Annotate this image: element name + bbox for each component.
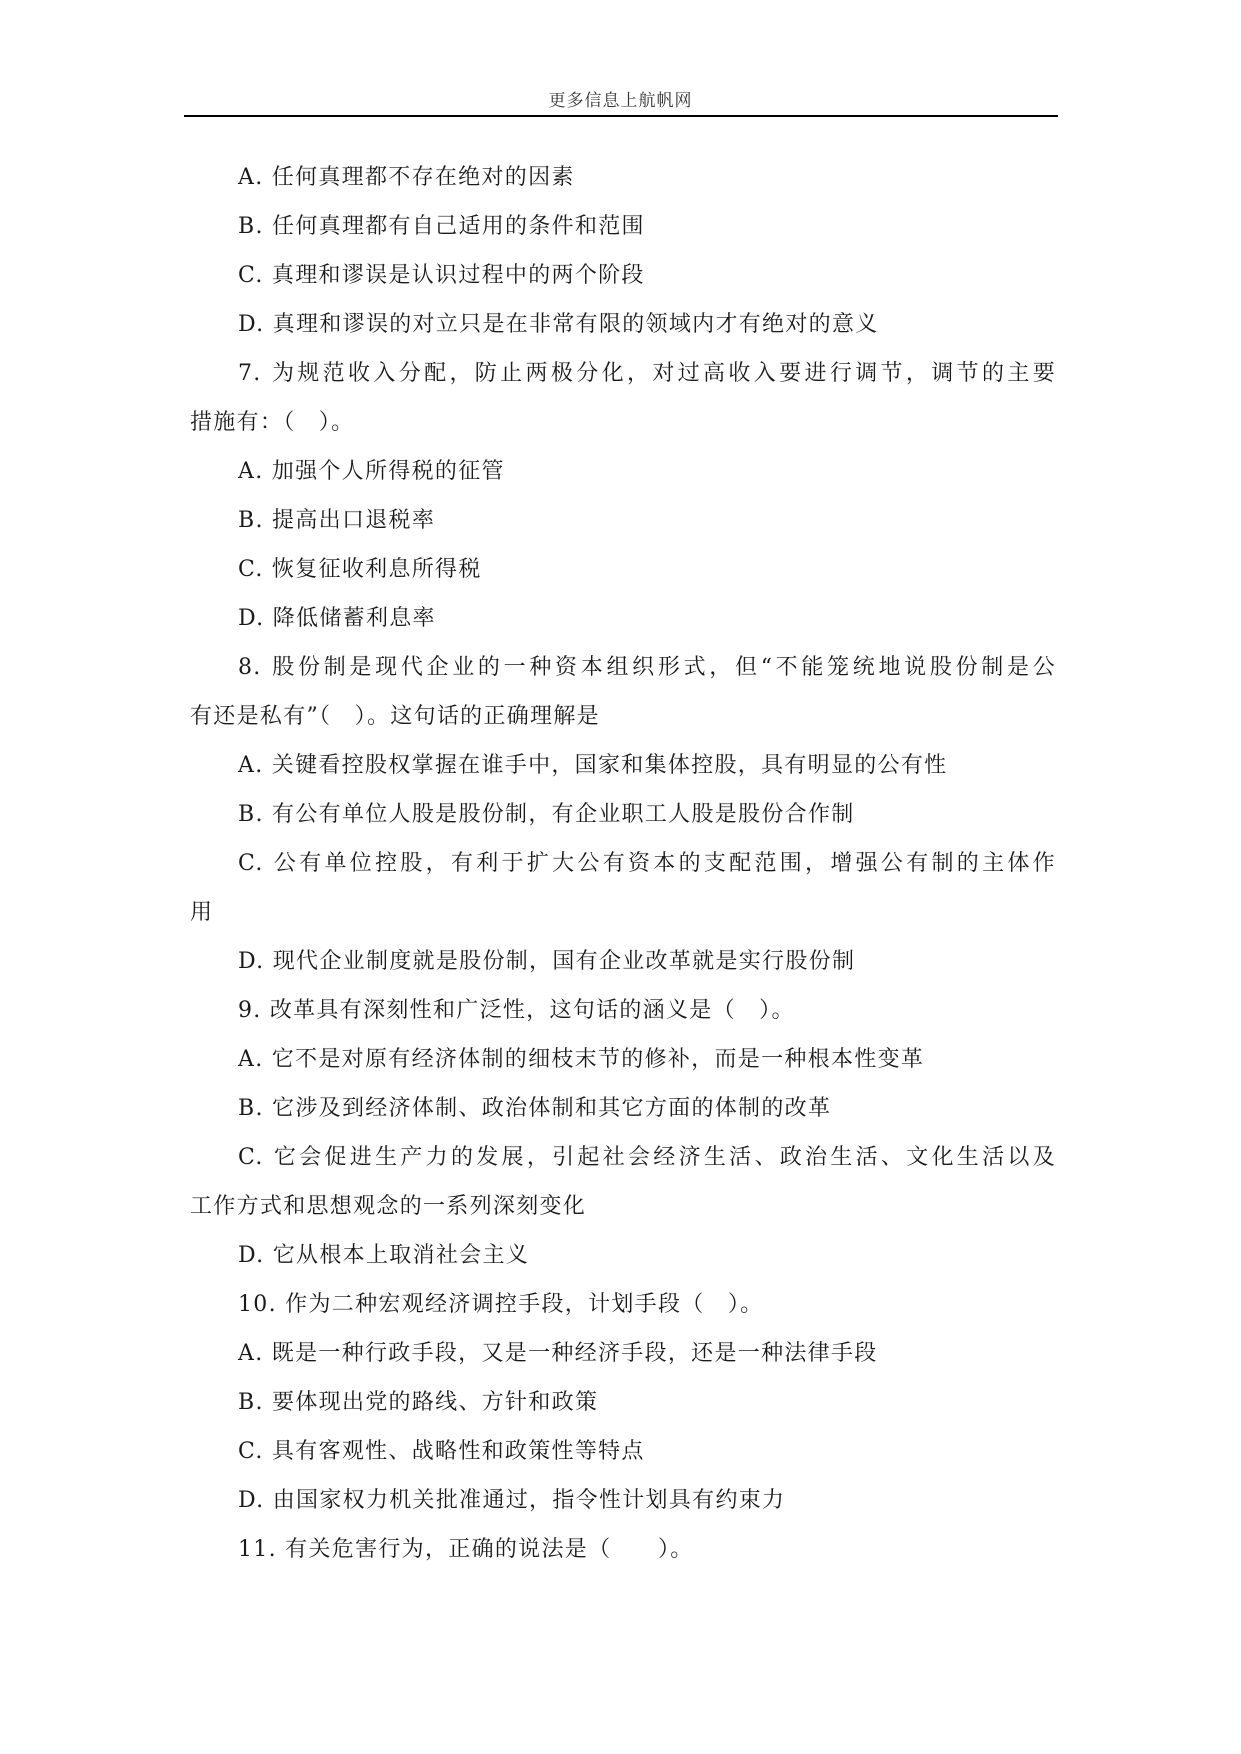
text-line: D. 现代企业制度就是股份制，国有企业改革就是实行股份制 bbox=[238, 949, 856, 974]
question-11-line: 11. 有关危害行为，正确的说法是（ ）。 bbox=[238, 1537, 694, 1562]
text-line: C. 恢复征收利息所得税 bbox=[238, 557, 482, 582]
header-rule bbox=[184, 115, 1058, 117]
question-7-line-2: 措施有：（ ）。 bbox=[190, 410, 355, 435]
text-line: B. 提高出口退税率 bbox=[238, 508, 436, 533]
text-line: C. 具有客观性、战略性和政策性等特点 bbox=[238, 1439, 645, 1464]
text-line: A. 它不是对原有经济体制的细枝末节的修补，而是一种根本性变革 bbox=[238, 1047, 925, 1072]
page-header: 更多信息上航帆网 bbox=[548, 91, 693, 111]
text-line: A. 既是一种行政手段，又是一种经济手段，还是一种法律手段 bbox=[238, 1341, 878, 1366]
text-line: B. 要体现出党的路线、方针和政策 bbox=[238, 1390, 599, 1415]
text-line: C. 真理和谬误是认识过程中的两个阶段 bbox=[238, 263, 645, 288]
question-9-line: 9. 改革具有深刻性和广泛性，这句话的涵义是（ ）。 bbox=[238, 998, 795, 1023]
text-line: 用 bbox=[190, 900, 214, 925]
text-line: D. 真理和谬误的对立只是在非常有限的领域内才有绝对的意义 bbox=[238, 312, 879, 337]
question-8-line-2: 有还是私有”（ ）。这句话的正确理解是 bbox=[190, 704, 600, 729]
text-line: C. 它会促进生产力的发展，引起社会经济生活、政治生活、文化生活以及 bbox=[238, 1145, 1056, 1170]
text-line: 工作方式和思想观念的一系列深刻变化 bbox=[190, 1194, 587, 1219]
text-line: C. 公有单位控股，有利于扩大公有资本的支配范围，增强公有制的主体作 bbox=[238, 851, 1056, 876]
text-line: D. 由国家权力机关批准通过，指令性计划具有约束力 bbox=[238, 1488, 786, 1513]
text-line: D. 降低储蓄利息率 bbox=[238, 606, 436, 631]
text-line: B. 任何真理都有自己适用的条件和范围 bbox=[238, 214, 645, 239]
question-10-line: 10. 作为二种宏观经济调控手段，计划手段（ ）。 bbox=[238, 1292, 764, 1317]
text-line: A. 加强个人所得税的征管 bbox=[238, 459, 505, 484]
text-line: B. 有公有单位人股是股份制，有企业职工人股是股份合作制 bbox=[238, 802, 855, 827]
question-7-line-1: 7. 为规范收入分配，防止两极分化，对过高收入要进行调节，调节的主要 bbox=[238, 361, 1056, 386]
document-body bbox=[190, 153, 1056, 1574]
text-line: D. 它从根本上取消社会主义 bbox=[238, 1243, 530, 1268]
text-line: B. 它涉及到经济体制、政治体制和其它方面的体制的改革 bbox=[238, 1096, 832, 1121]
text-line: A. 关键看控股权掌握在谁手中，国家和集体控股，具有明显的公有性 bbox=[238, 753, 948, 778]
text-line: A. 任何真理都不存在绝对的因素 bbox=[238, 165, 575, 190]
question-8-line-1: 8. 股份制是现代企业的一种资本组织形式，但“不能笼统地说股份制是公 bbox=[238, 655, 1056, 680]
